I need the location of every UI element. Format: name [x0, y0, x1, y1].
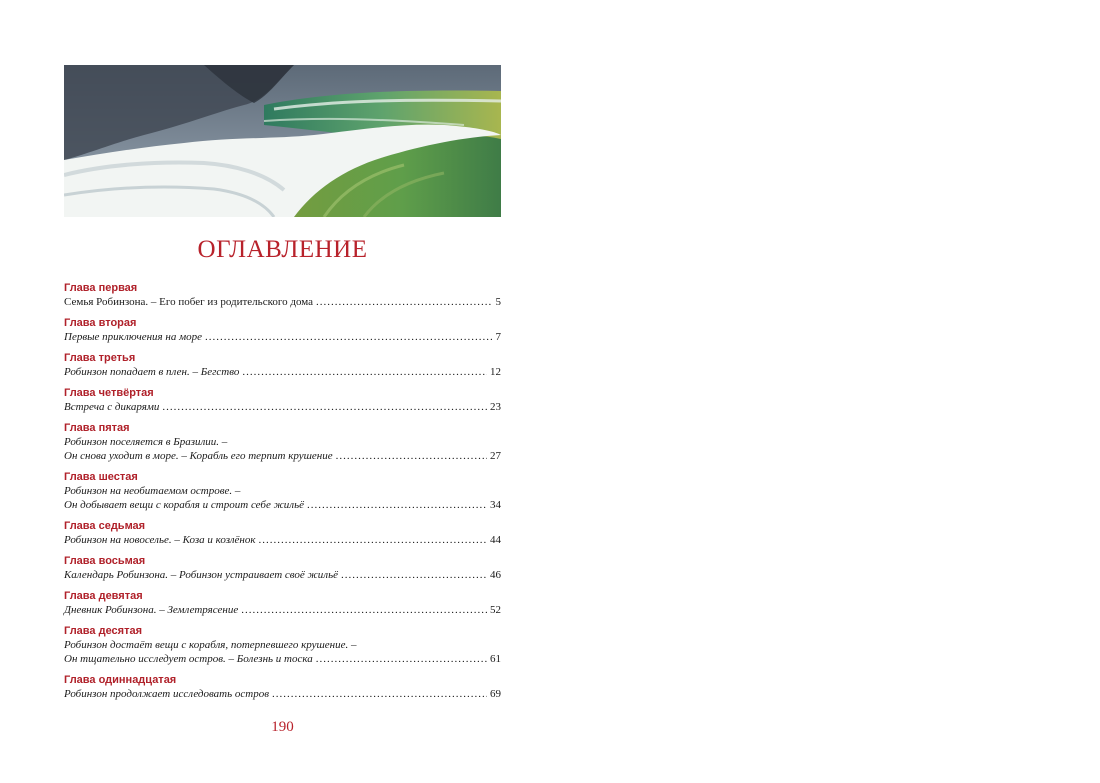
toc-entry [64, 554, 501, 582]
chapter-summary-text: Календарь Робинзона. – Робинзон устраивает своё жильё [64, 569, 338, 581]
dot-leader [241, 603, 487, 617]
toc-page-number: 7 [495, 331, 501, 343]
dot-leader [242, 365, 487, 379]
toc-page-number: 69 [490, 688, 501, 700]
chapter-summary-last-line [64, 449, 501, 463]
dot-leader [341, 568, 487, 582]
chapter-title: Глава восьмая [64, 555, 146, 567]
dot-leader [205, 330, 492, 344]
chapter-title: Глава вторая [64, 317, 137, 329]
toc-page-number: 61 [490, 653, 501, 665]
chapter-summary-text: Семья Робинзона. – Его побег из родительского дома [64, 296, 313, 308]
chapter-summary-last-line [64, 365, 501, 379]
dot-leader [336, 449, 487, 463]
dot-leader [316, 652, 487, 666]
chapter-summary-text: Дневник Робинзона. – Землетрясение [64, 604, 239, 616]
chapter-summary-last-line [64, 533, 501, 547]
chapter-summary-text: Он снова уходит в море. – Корабль его терпит крушение [64, 450, 333, 462]
chapter-summary-last-line [64, 295, 501, 309]
page-title: ОГЛАВЛЕНИЕ [197, 236, 368, 263]
chapter-summary-text: Первые приключения на море [64, 331, 203, 343]
chapter-summary-last-line [64, 603, 501, 617]
chapter-summary-line: Робинзон поселяется в Бразилии. – [64, 436, 228, 448]
chapter-summary-text: Он добывает вещи с корабля и строит себе жильё [64, 499, 304, 511]
chapter-summary-line: Робинзон достаёт вещи с корабля, потерпевшего крушение. – [64, 639, 357, 651]
dot-leader [307, 498, 487, 512]
toc-page-number: 5 [495, 296, 501, 308]
chapter-title: Глава седьмая [64, 520, 146, 532]
chapter-title: Глава пятая [64, 422, 130, 434]
toc-page-number: 34 [490, 499, 501, 511]
right-page [550, 0, 1100, 783]
toc-entry [64, 589, 501, 617]
toc-entry [64, 351, 501, 379]
toc-entry [64, 421, 501, 463]
dot-leader [316, 295, 493, 309]
chapter-title: Глава четвёртая [64, 387, 154, 399]
toc-page-number: 46 [490, 569, 501, 581]
dot-leader [162, 400, 487, 414]
toc-entry [64, 673, 501, 701]
chapter-summary-text: Робинзон продолжает исследовать остров [64, 688, 269, 700]
chapter-summary-last-line [64, 568, 501, 582]
toc-entry [64, 519, 501, 547]
toc-entry [64, 386, 501, 414]
chapter-summary-last-line [64, 330, 501, 344]
chapter-title: Глава одиннадцатая [64, 674, 177, 686]
toc-page-number: 52 [490, 604, 501, 616]
chapter-summary-text: Он тщательно исследует остров. – Болезнь и тоска [64, 653, 313, 665]
chapter-summary-line: Робинзон на необитаемом острове. – [64, 485, 241, 497]
chapter-title: Глава девятая [64, 590, 143, 602]
chapter-title: Глава шестая [64, 471, 138, 483]
chapter-summary-last-line [64, 652, 501, 666]
toc-page-number: 44 [490, 534, 501, 546]
toc-page-number: 12 [490, 366, 501, 378]
chapter-summary-last-line [64, 687, 501, 701]
toc-page-number: 23 [490, 401, 501, 413]
chapter-summary-text: Встреча с дикарями [64, 401, 160, 413]
toc-left-column [64, 281, 501, 708]
toc-entry [64, 624, 501, 666]
page-number: 190 [271, 719, 294, 735]
toc-entry [64, 281, 501, 309]
chapter-title: Глава третья [64, 352, 136, 364]
chapter-summary-text: Робинзон попадает в плен. – Бегство [64, 366, 240, 378]
chapter-summary-last-line [64, 400, 501, 414]
dot-leader [272, 687, 487, 701]
toc-page-number: 27 [490, 450, 501, 462]
chapter-summary-last-line [64, 498, 501, 512]
chapter-title: Глава десятая [64, 625, 142, 637]
chapter-title: Глава первая [64, 282, 138, 294]
sea-wave-illustration [64, 65, 501, 217]
dot-leader [259, 533, 487, 547]
toc-entry [64, 316, 501, 344]
toc-entry [64, 470, 501, 512]
chapter-summary-text: Робинзон на новоселье. – Коза и козлёнок [64, 534, 256, 546]
